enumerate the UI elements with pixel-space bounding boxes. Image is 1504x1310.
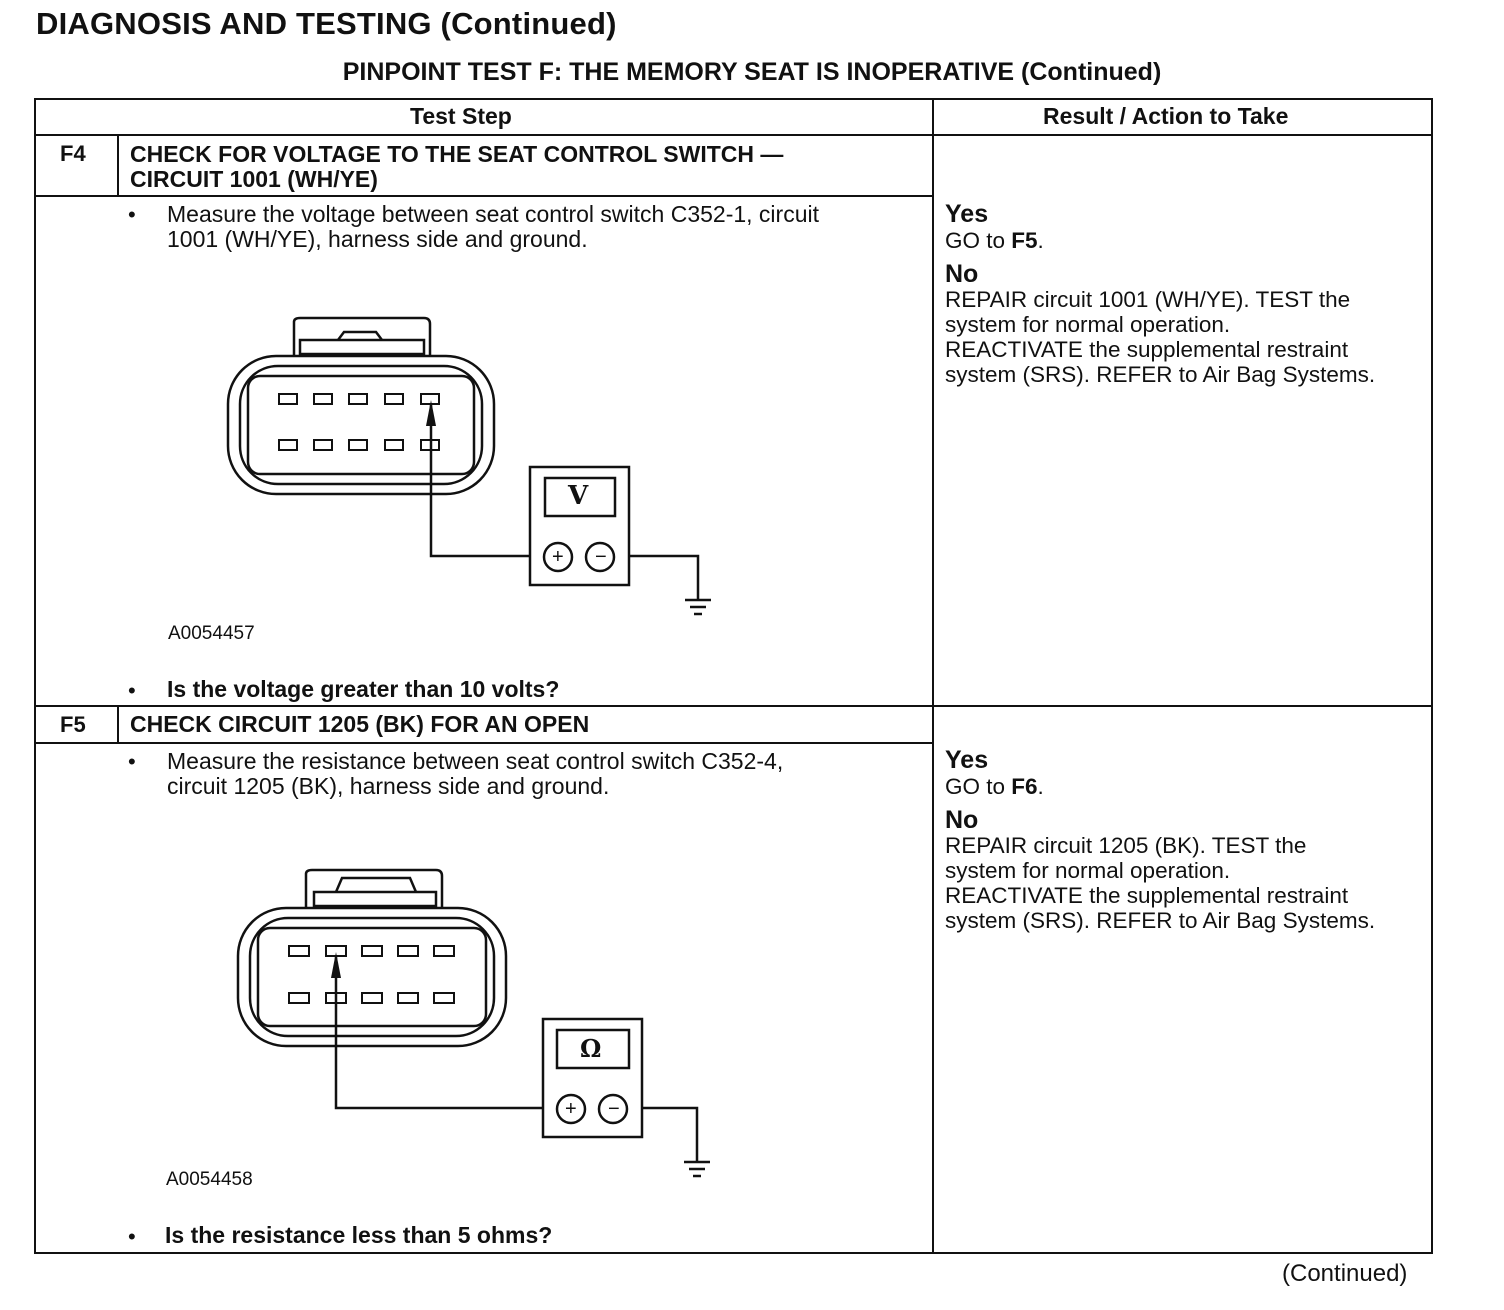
- instruction-f4-line2: 1001 (WH/YE), harness side and ground.: [167, 226, 588, 252]
- col-header-result: Result / Action to Take: [1043, 103, 1289, 129]
- f4-no-action-line2: system for normal operation.: [945, 312, 1231, 337]
- step-id-f4: F4: [60, 141, 86, 166]
- continued-footer: (Continued): [1282, 1260, 1408, 1287]
- question-f4: Is the voltage greater than 10 volts?: [167, 676, 560, 702]
- f4-no-label: No: [945, 260, 979, 288]
- plus-sign: +: [552, 546, 564, 568]
- instruction-f5-line1: Measure the resistance between seat control switch C352-4,: [167, 748, 784, 774]
- ohmmeter-symbol: Ω: [580, 1034, 602, 1063]
- bullet-icon: •: [128, 1224, 136, 1249]
- step-title-f5: CHECK CIRCUIT 1205 (BK) FOR AN OPEN: [130, 711, 590, 737]
- step-title-f4-line1: CHECK FOR VOLTAGE TO THE SEAT CONTROL SWITCH —: [130, 141, 784, 167]
- f4-yes-action-target: F5: [1011, 228, 1038, 253]
- page-title: DIAGNOSIS AND TESTING (Continued): [36, 6, 617, 41]
- f4-no-action-line1: REPAIR circuit 1001 (WH/YE). TEST the: [945, 287, 1351, 312]
- figure-code-f4: A0054457: [168, 623, 255, 644]
- f4-yes-action-text: GO to: [945, 228, 1012, 253]
- f5-yes-action-target: F6: [1011, 774, 1038, 799]
- bullet-icon: •: [128, 749, 136, 774]
- f5-yes-action-text: GO to: [945, 774, 1012, 799]
- f5-yes-action: [945, 774, 1044, 799]
- f4-no-action-line3: REACTIVATE the supplemental restraint: [945, 337, 1349, 362]
- instruction-f4-line1: Measure the voltage between seat control switch C352-1, circuit: [167, 201, 819, 227]
- probe-lead-positive: [336, 956, 556, 1108]
- figure-code-f5: A0054458: [166, 1169, 253, 1190]
- minus-sign: −: [608, 1098, 620, 1120]
- step-id-f5: F5: [60, 712, 86, 737]
- instruction-f5-line2: circuit 1205 (BK), harness side and ground.: [167, 773, 610, 799]
- f5-no-action-line4: system (SRS). REFER to Air Bag Systems.: [945, 908, 1376, 933]
- f5-no-action-line2: system for normal operation.: [945, 858, 1231, 883]
- voltmeter-symbol: V: [568, 481, 589, 511]
- f5-no-action-line1: REPAIR circuit 1205 (BK). TEST the: [945, 833, 1307, 858]
- f5-no-action-line3: REACTIVATE the supplemental restraint: [945, 883, 1349, 908]
- question-f5: Is the resistance less than 5 ohms?: [165, 1222, 553, 1248]
- bullet-icon: •: [128, 678, 136, 703]
- f5-no-label: No: [945, 806, 979, 834]
- pinpoint-test-title: PINPOINT TEST F: THE MEMORY SEAT IS INOPERATIVE (Continued): [342, 58, 1162, 86]
- minus-sign: −: [595, 546, 607, 568]
- step-title-f4-line2: CIRCUIT 1001 (WH/YE): [130, 166, 378, 192]
- f4-no-action-line4: system (SRS). REFER to Air Bag Systems.: [945, 362, 1376, 387]
- connector-lock-tab: [306, 870, 442, 908]
- f5-yes-label: Yes: [945, 746, 989, 774]
- pin-cavity: [289, 946, 309, 956]
- plus-sign: +: [565, 1098, 577, 1120]
- col-header-test-step: Test Step: [410, 103, 512, 129]
- f5-yes-action-end: .: [1037, 774, 1044, 799]
- f4-yes-label: Yes: [945, 200, 989, 228]
- ground-icon: [684, 1162, 710, 1176]
- f4-yes-action-end: .: [1037, 228, 1044, 253]
- bullet-icon: •: [128, 202, 136, 227]
